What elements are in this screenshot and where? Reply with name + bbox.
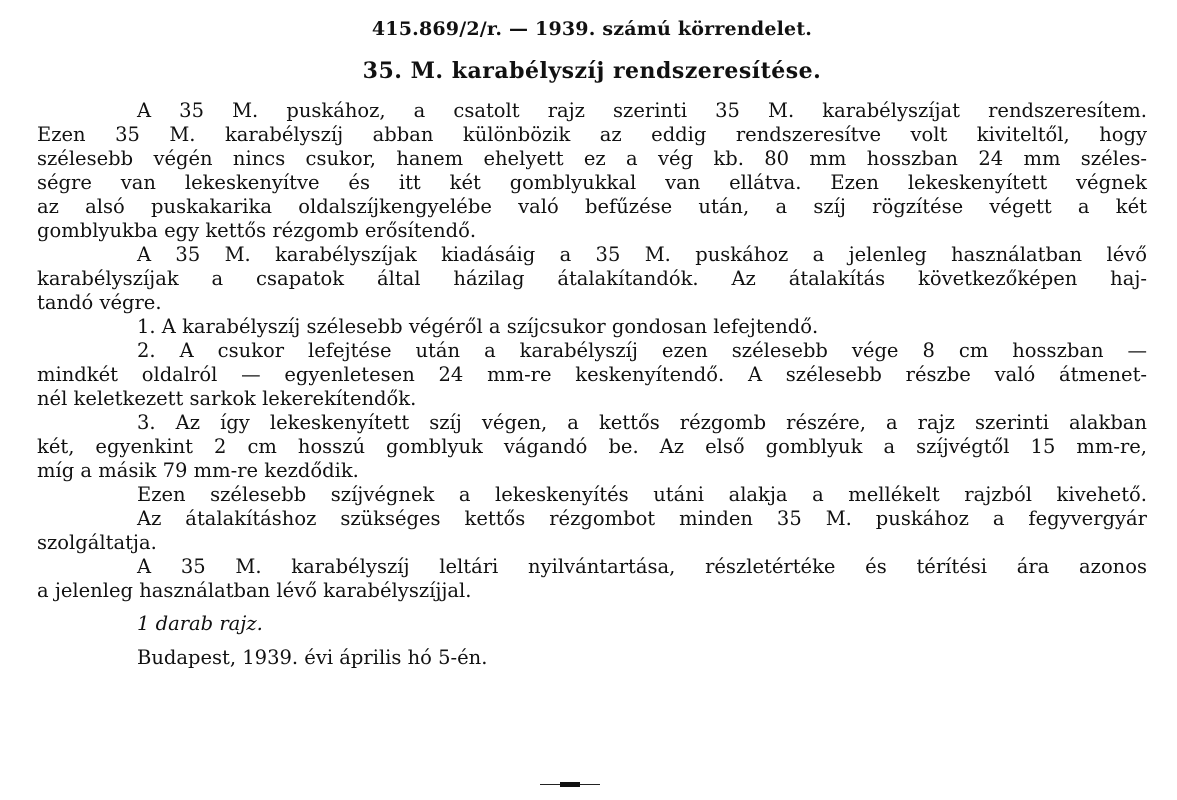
paragraph-line: gomblyukba egy kettős rézgomb erősítendő.	[37, 219, 477, 242]
paragraph-line: A 35 M. karabélyszíjak kiadásáig a 35 M. puskához a jelenleg használatban lévő	[137, 243, 1147, 266]
ornament-thin-rule-left	[540, 784, 560, 785]
paragraph-line: szélesebb végén nincs csukor, hanem ehelyett ez a vég kb. 80 mm hosszban 24 mm széles-	[37, 147, 1147, 170]
paragraph-line: ségre van lekeskenyítve és itt két gomblyukkal van ellátva. Ezen lekeskenyített végnek	[37, 171, 1147, 194]
ornament-thick-rule	[560, 782, 580, 787]
paragraph-line: tandó végre.	[37, 291, 162, 314]
ornament-thin-rule-right	[580, 784, 600, 785]
paragraph-line: nél keletkezett sarkok lekerekítendők.	[37, 387, 417, 410]
paragraph-line: az alsó puskakarika oldalszíjkengyelébe való befűzése után, a szíj rögzítése végett a két	[37, 195, 1147, 218]
closing-ornament-divider	[540, 782, 626, 788]
paragraph-line: Az átalakításhoz szükséges kettős rézgombot minden 35 M. puskához a fegyvergyár	[137, 507, 1147, 530]
list-item-2: 2. A csukor lefejtése után a karabélyszíj ezen szélesebb vége 8 cm hosszban —	[137, 339, 1147, 362]
paragraph-line: A 35 M. karabélyszíj leltári nyilvántartása, részletértéke és térítési ára azonos	[137, 555, 1147, 578]
place-date: Budapest, 1939. évi április hó 5-én.	[137, 646, 488, 669]
decree-number-heading: 415.869/2/r. — 1939. számú körrendelet.	[371, 18, 813, 40]
paragraph-line: Ezen 35 M. karabélyszíj abban különbözik az eddig rendszeresítve volt kiviteltől, hogy	[37, 123, 1147, 146]
paragraph-line: karabélyszíjak a csapatok által házilag átalakítandók. Az átalakítás következőképen haj-	[37, 267, 1147, 290]
paragraph-line: A 35 M. puskához, a csatolt rajz szerinti 35 M. karabélyszíjat rendszeresítem.	[137, 99, 1147, 122]
paragraph-line: két, egyenkint 2 cm hosszú gomblyuk vágandó be. Az első gomblyuk a szíjvégtől 15 mm-re,	[37, 435, 1147, 458]
paragraph-line: míg a másik 79 mm-re kezdődik.	[37, 459, 359, 482]
paragraph-line: a jelenleg használatban lévő karabélyszíjjal.	[37, 579, 472, 602]
paragraph-line: szolgáltatja.	[37, 531, 157, 554]
list-item-1: 1. A karabélyszíj szélesebb végéről a szíjcsukor gondosan lefejtendő.	[137, 315, 819, 338]
paragraph-line: Ezen szélesebb szíjvégnek a lekeskenyítés utáni alakja a mellékelt rajzból kivehető.	[137, 483, 1147, 506]
decree-title: 35. M. karabélyszíj rendszeresítése.	[362, 58, 822, 84]
paragraph-line: mindkét oldalról — egyenletesen 24 mm-re keskenyítendő. A szélesebb részbe való átmenet-	[37, 363, 1147, 386]
list-item-3: 3. Az így lekeskenyített szíj végen, a kettős rézgomb részére, a rajz szerinti alakban	[137, 411, 1147, 434]
attachment-note: 1 darab rajz.	[137, 612, 263, 635]
